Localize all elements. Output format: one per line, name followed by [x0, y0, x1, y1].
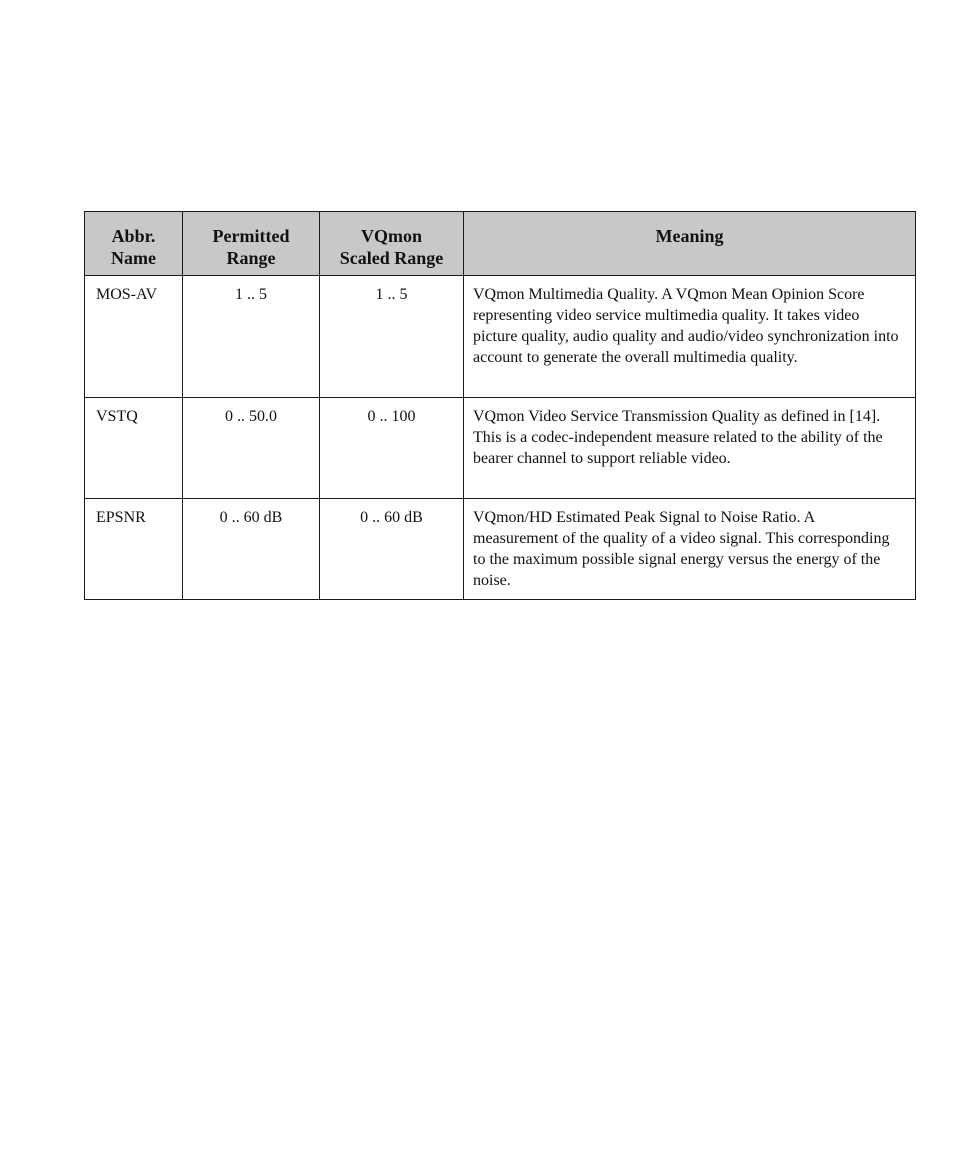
- cell-abbr: MOS-AV: [85, 276, 183, 398]
- header-permitted-range-line-1: Permitted: [212, 226, 290, 246]
- header-vqmon-scaled-range-line-1: VQmon: [360, 226, 422, 246]
- cell-permitted-range: 0 .. 50.0: [183, 398, 320, 499]
- metrics-table: [84, 211, 916, 600]
- cell-permitted-range: 0 .. 60 dB: [183, 499, 320, 600]
- cell-permitted-range: 1 .. 5: [183, 276, 320, 398]
- header-meaning-line-1: Meaning: [655, 226, 724, 246]
- header-permitted-range: [183, 212, 320, 276]
- cell-abbr: EPSNR: [85, 499, 183, 600]
- cell-meaning: VQmon/HD Estimated Peak Signal to Noise Ratio. A measurement of the quality of a video signal. This corresponding to the maximum possible signal energy versus the energy of the noise.: [464, 499, 916, 600]
- cell-scaled-range: 0 .. 100: [320, 398, 464, 499]
- table-row: [85, 276, 916, 398]
- cell-meaning: VQmon Multimedia Quality. A VQmon Mean Opinion Score representing video service multimedia quality. It takes video picture quality, audio quality and audio/video synchronization into account to generate the overall multimedia quality.: [464, 276, 916, 398]
- table-row: [85, 398, 916, 499]
- cell-scaled-range: 0 .. 60 dB: [320, 499, 464, 600]
- header-vqmon-scaled-range-line-2: Scaled Range: [339, 248, 444, 268]
- header-abbr-name-line-2: Name: [111, 248, 156, 268]
- cell-meaning: VQmon Video Service Transmission Quality as defined in [14]. This is a codec-independent measure related to the ability of the bearer channel to support reliable video.: [464, 398, 916, 499]
- cell-scaled-range: 1 .. 5: [320, 276, 464, 398]
- table-row: [85, 499, 916, 600]
- cell-abbr: VSTQ: [85, 398, 183, 499]
- header-permitted-range-line-2: Range: [226, 248, 276, 268]
- header-meaning: [464, 212, 916, 276]
- header-row: [85, 212, 916, 276]
- header-abbr-name: [85, 212, 183, 276]
- header-vqmon-scaled-range: [320, 212, 464, 276]
- header-abbr-name-line-1: Abbr.: [111, 226, 156, 246]
- table-header: [85, 212, 916, 276]
- table-body: [85, 276, 916, 600]
